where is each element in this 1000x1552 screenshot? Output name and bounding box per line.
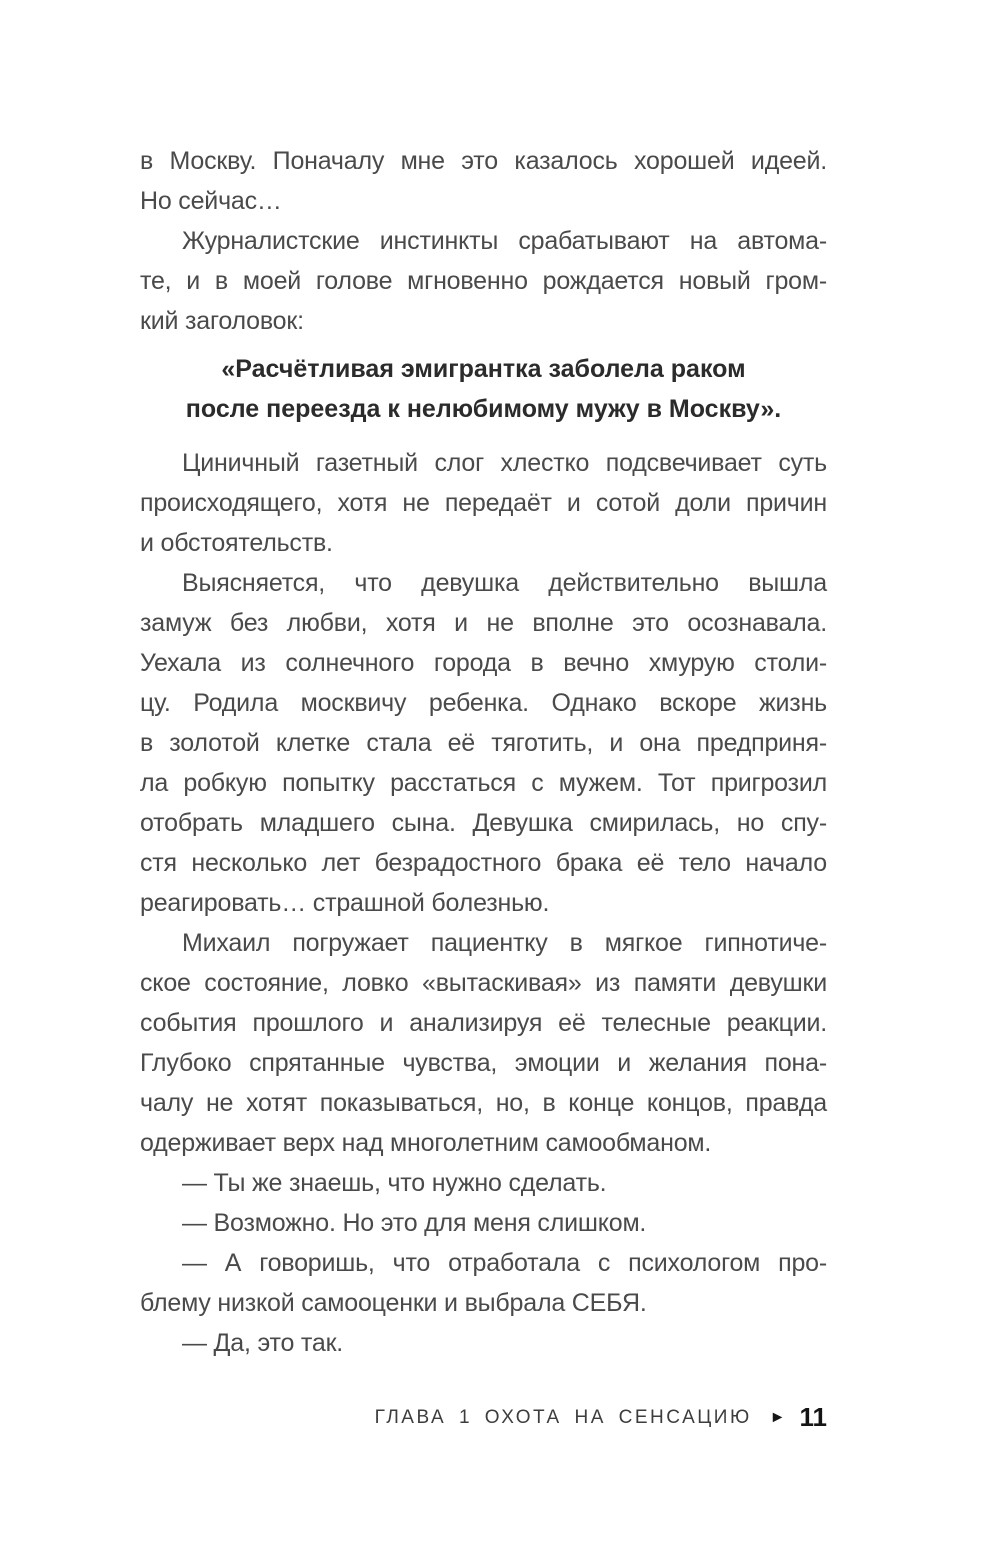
dialogue-line: — Ты же знаешь, что нужно сделать. — [182, 1169, 607, 1197]
headline-line: после переезда к нелюбимому мужу в Москву». — [185, 395, 782, 423]
text-line: Циничный газетный слог хлестко подсвечивает суть — [182, 449, 827, 477]
text-line: в Москву. Поначалу мне это казалось хорошей идеей. — [140, 147, 827, 175]
dialogue-paragraph — [140, 1323, 827, 1363]
dialogue-line: — А говоришь, что отработала с психологом про- — [182, 1249, 827, 1277]
text-line: одерживает верх над многолетним самообманом. — [140, 1129, 712, 1157]
page-body — [140, 141, 827, 1363]
running-footer — [375, 1402, 827, 1433]
text-line: цу. Родила москвичу ребенка. Однако вскоре жизнь — [140, 689, 827, 717]
headline-line: «Расчётливая эмигрантка заболела раком — [221, 355, 746, 383]
text-line: те, и в моей голове мгновенно рождается новый гром- — [140, 267, 827, 295]
chapter-quote-headline — [140, 349, 827, 429]
dialogue-paragraph — [140, 1163, 827, 1203]
dialogue-paragraph — [140, 1243, 827, 1323]
text-line: Глубоко спрятанные чувства, эмоции и желания пона- — [140, 1049, 827, 1077]
text-line: происходящего, хотя не передаёт и сотой доли причин — [140, 489, 827, 517]
text-line: Журналистские инстинкты срабатывают на автома- — [182, 227, 827, 255]
text-line: чалу не хотят показываться, но, в конце концов, правда — [140, 1089, 827, 1117]
page-number: 11 — [799, 1402, 827, 1432]
dialogue-line: — Да, это так. — [182, 1329, 344, 1357]
dialogue-line: — Возможно. Но это для меня слишком. — [182, 1209, 647, 1237]
text-line: события прошлого и анализируя её телесные реакции. — [140, 1009, 827, 1037]
dialogue-paragraph — [140, 1203, 827, 1243]
text-line: замуж без любви, хотя и не вполне это осознавала. — [140, 609, 827, 637]
text-line: Уехала из солнечного города в вечно хмурую столи- — [140, 649, 827, 677]
text-line: стя несколько лет безрадостного брака её тело начало — [140, 849, 827, 877]
text-line: ское состояние, ловко «вытаскивая» из памяти девушки — [140, 969, 827, 997]
text-line: отобрать младшего сына. Девушка смирилась, но спу- — [140, 809, 827, 837]
text-line: Михаил погружает пациентку в мягкое гипнотиче- — [182, 929, 827, 957]
dialogue-line: блему низкой самооценки и выбрала СЕБЯ. — [140, 1289, 647, 1317]
paragraph — [140, 141, 827, 221]
text-line: реагировать… страшной болезнью. — [140, 889, 550, 917]
text-line: Выясняется, что девушка действительно вышла — [182, 569, 827, 597]
paragraph — [140, 563, 827, 923]
text-line: и обстоятельств. — [140, 529, 333, 557]
text-line: Но сейчас… — [140, 187, 282, 215]
text-line: ла робкую попытку расстаться с мужем. Тот пригрозил — [140, 769, 827, 797]
paragraph — [140, 443, 827, 563]
paragraph — [140, 221, 827, 341]
footer-chapter-title: ГЛАВА 1 ОХОТА НА СЕНСАЦИЮ — [374, 1406, 752, 1428]
arrow-right-icon: ► — [769, 1408, 786, 1426]
text-line: кий заголовок: — [140, 307, 304, 335]
text-line: в золотой клетке стала её тяготить, и она предприня- — [140, 729, 827, 757]
paragraph — [140, 923, 827, 1163]
